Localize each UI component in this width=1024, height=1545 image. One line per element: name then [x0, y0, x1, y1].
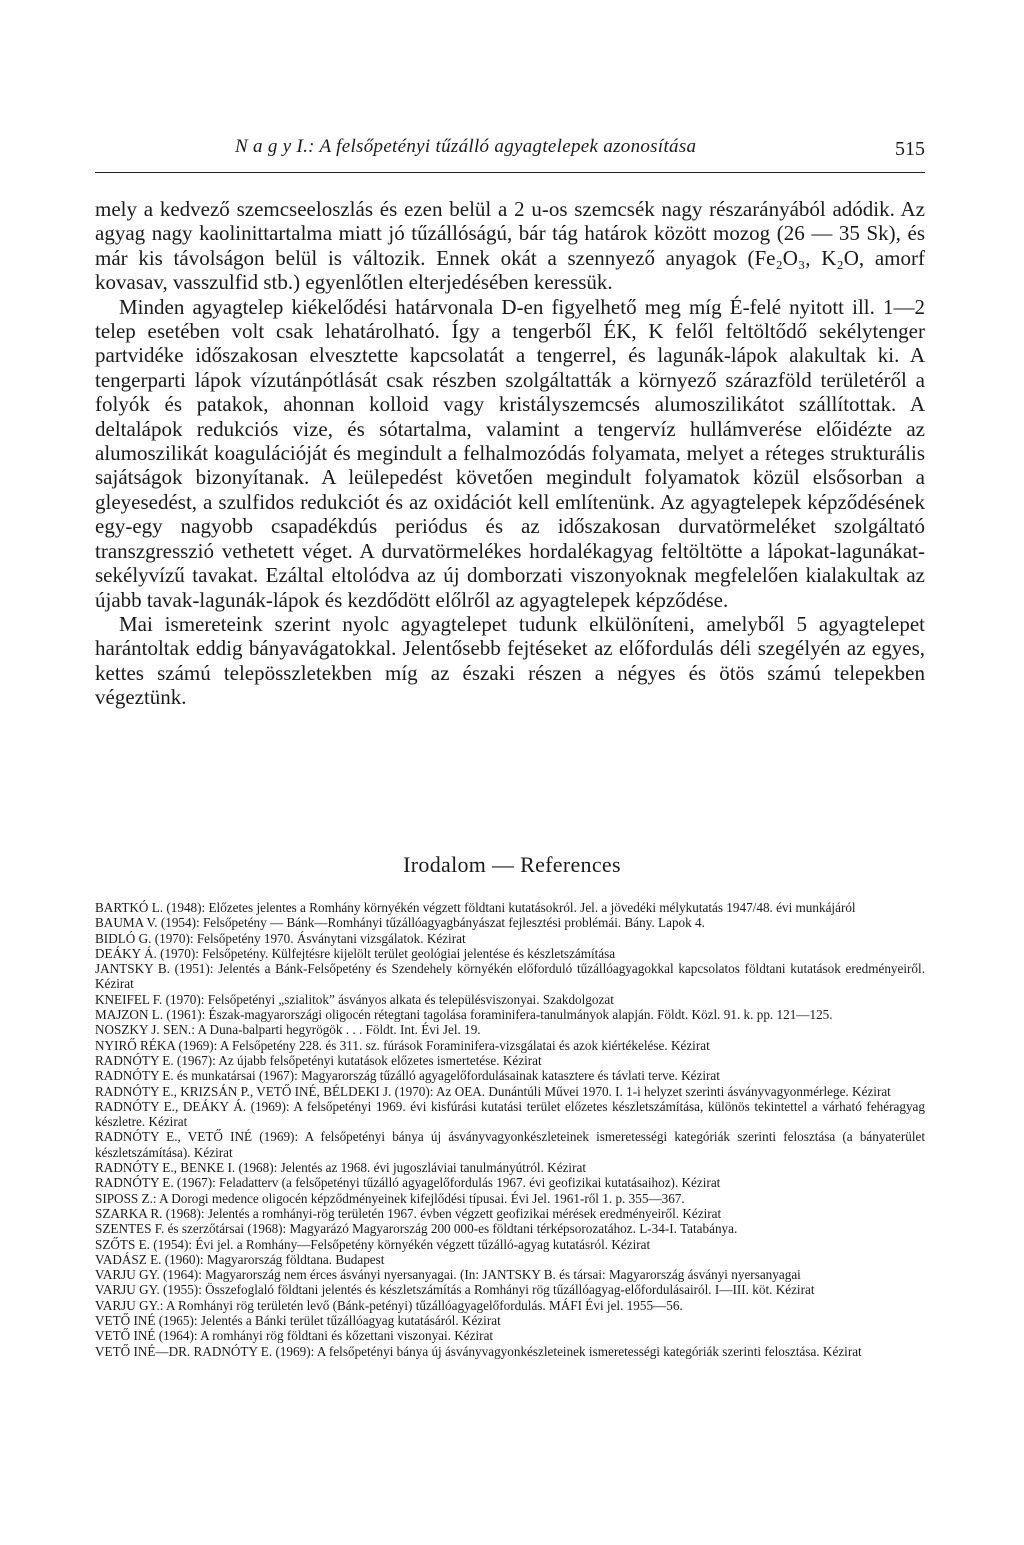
reference-item: VETŐ INÉ—DR. RADNÓTY E. (1969): A felsőpetényi bánya új ásványvagyonkészleteinek ismeretességi kategóriák szerinti felosztása. Kézirat — [95, 1343, 862, 1359]
references-list — [95, 900, 925, 1359]
reference-item: VARJU GY. (1955): Összefoglaló földtani jelentés és készletszámítás a Romhányi rög tűzállóagyag-előfordulásairól. I—III. köt. Kézirat — [95, 1282, 815, 1298]
running-title: N a g y I.: A felsőpetényi tűzálló agyagtelepek azonosítása — [235, 136, 697, 157]
reference-item: SIPOSS Z.: A Dorogi medence oligocén képződményeinek kifejlődési típusai. Évi Jel. 1961-ről 1. p. 355—367. — [95, 1190, 685, 1206]
reference-item: JANTSKY B. (1951): Jelentés a Bánk-Felsőpetény és Szendehely környékén előforduló tűzállóagyagokkal kapcsolatos földtani kutatások eredményeiről. Kézirat — [95, 961, 925, 992]
paragraph: Mai ismereteink szerint nyolc agyagtelepet tudunk elkülöníteni, amelyből 5 agyagtelepet harántoltak eddig bányavágatokkal. Jelentősebb fejtéseket az előfordulás déli szegélyén az egyes, kettes számú telepösszletekben míg az északi részen a négyes és ötös számú telepekben végeztünk. — [95, 611, 925, 710]
reference-item: RADNÓTY E., BENKE I. (1968): Jelentés az 1968. évi jugoszláviai tanulmányútról. Kézirat — [95, 1160, 586, 1176]
page-header — [95, 132, 925, 173]
reference-item: VARJU GY. (1964): Magyarország nem érces ásványi nyersanyagai. (In: JANTSKY B. és társai: Magyarország ásványi nyersanyagai — [95, 1267, 801, 1283]
reference-item: MAJZON L. (1961): Észak-magyarországi oligocén rétegtani tagolása foraminifera-tanulmányok alapján. Földt. Közl. 91. k. pp. 121—125. — [95, 1007, 833, 1023]
reference-item: RADNÓTY E. (1967): Feladatterv (a felsőpetényi tűzálló agyagelőfordulás 1967. évi geofizikai kutatásaihoz). Kézirat — [95, 1175, 721, 1191]
reference-item: NOSZKY J. SEN.: A Duna-balparti hegyrögök . . . Földt. Int. Évi Jel. 19. — [95, 1022, 481, 1038]
page-number: 515 — [895, 138, 925, 160]
paragraph: Minden agyagtelep kiékelődési határvonala D-en figyelhető meg míg É-felé nyitott ill. 1—2 telep esetében volt csak lehatárolható. Így a tengerből ÉK, K felől feltöltődő sekélytenger partvidéke időszakosan elvesztette kapcsolatát a tengerrel, és lagunák-lápok alakultak ki. A tengerparti lápok vízutánpótlását csak részben szolgáltatták a környező szárazföld területéről a folyók és patakok, ahonnan kolloid vagy kristályszemcsés alumoszilikátot szállítottak. A deltalápok redukciós vize, és sótartalma, valamint a tengervíz hullámverése előidézte az alumoszilikát koagulációját és megindult a felhalmozódás folyamata, melyet a réteges strukturális sajátságok bizonyítanak. A leülepedést követően megindult folyamatok közül elsősorban a gleyesedést, a szulfidos redukciót és az oxidációt kell említenünk. Az agyagtelepek képződésének egy-egy nagyobb csapadékdús periódus és az időszakosan durvatörmeléket szolgáltató transzgresszió vethetett véget. A durvatörmelékes hordalékagyag feltöltötte a lápokat-lagunákat-sekélyvízű tavakat. Ezáltal eltolódva az új domborzati viszonyoknak megfelelően kialakultak az újabb tavak-lagunák-lápok és kezdődött előlről az agyagtelepek képződése. — [95, 294, 925, 612]
reference-item: BIDLÓ G. (1970): Felsőpetény 1970. Ásványtani vizsgálatok. Kézirat — [95, 930, 466, 946]
reference-item: RADNÓTY E. és munkatársai (1967): Magyarország tűzálló agyagelőfordulásainak katasztere és távlati terve. Kézirat — [95, 1068, 720, 1084]
reference-item: RADNÓTY E., VETŐ INÉ (1969): A felsőpetényi bánya új ásványvagyonkészleteinek ismeretességi kategóriák szerinti felosztása (a bányaterület készletszámítása). Kézirat — [95, 1129, 925, 1160]
reference-item: SZENTES F. és szerzőtársai (1968): Magyarázó Magyarország 200 000-es földtani térképsorozatához. L-34-I. Tatabánya. — [95, 1221, 738, 1237]
reference-item: SZŐTS E. (1954): Évi jel. a Romhány—Felsőpetény környékén végzett tűzálló-agyag kutatásról. Kézirat — [95, 1236, 651, 1252]
references-heading: Irodalom — References — [403, 852, 621, 877]
reference-item: BARTKÓ L. (1948): Előzetes jelentes a Romhány környékén végzett földtani kutatásokról. Jel. a jövedéki mélykutatás 1947/48. évi munkájáról — [95, 900, 856, 915]
reference-item: NYIRŐ RÉKA (1969): A Felsőpetény 228. és 311. sz. fúrások Foraminifera-vizsgálatai és azok kiértékelése. Kézirat — [95, 1037, 710, 1053]
reference-item: DEÁKY Á. (1970): Felsőpetény. Külfejtésre kijelölt terület geológiai jelentése és készletszámítása — [95, 945, 616, 961]
body-text — [95, 197, 925, 710]
reference-item: RADNÓTY E., DEÁKY Á. (1969): A felsőpetényi 1969. évi kisfúrási kutatási terület előzetes készletszámítása, különös tekintettel a várható fehéragyag készletre. Kézirat — [95, 1098, 925, 1130]
reference-item: RADNÓTY E. (1967): Az újabb felsőpetényi kutatások előzetes ismertetése. Kézirat — [95, 1052, 542, 1068]
reference-item: BAUMA V. (1954): Felsőpetény — Bánk—Romhányi tűzállóagyagbányászat fejlesztési problémái. Bány. Lapok 4. — [95, 915, 705, 931]
paragraph: mely a kedvező szemcseeloszlás és ezen belül a 2 u-os szemcsék nagy részarányából adódik. Az agyag nagy kaolinittartalma miatt jó tűzállóságú, bár tág határok között mozog (26 — 35 Sk), és már kis távolságon belül is változik. Ennek okát a szennyező anyagok (Fe₂O₃, K₂O, amorf kovasav, vasszulfid stb.) egyenlőtlen elterjedésében keressük. — [95, 197, 925, 295]
reference-item: VETŐ INÉ (1965): Jelentés a Bánki terület tűzállóagyag kutatásáról. Kézirat — [95, 1313, 501, 1329]
reference-item: SZARKA R. (1968): Jelentés a romhányi-rög területén 1967. évben végzett geofizikai mérések eredményeiről. Kézirat — [95, 1205, 722, 1221]
reference-item: KNEIFEL F. (1970): Felsőpetényi „szialitok” ásványos alkata és településviszonyai. Szakdolgozat — [95, 991, 614, 1007]
reference-item: VADÁSZ E. (1960): Magyarország földtana. Budapest — [95, 1251, 385, 1267]
reference-item: VETŐ INÉ (1964): A romhányi rög földtani és kőzettani viszonyai. Kézirat — [95, 1328, 494, 1344]
reference-item: VARJU GY.: A Romhányi rög területén levő (Bánk-petényi) tűzállóagyagelőfordulás. MÁFI Évi jel. 1955—56. — [95, 1297, 683, 1313]
reference-item: RADNÓTY E., KRIZSÁN P., VETŐ INÉ, BÉLDEKI J. (1970): Az OEA. Dunántúli Művei 1970. I. 1-i helyzet szerinti ásványvagyonmérlege. Kézirat — [95, 1083, 891, 1099]
